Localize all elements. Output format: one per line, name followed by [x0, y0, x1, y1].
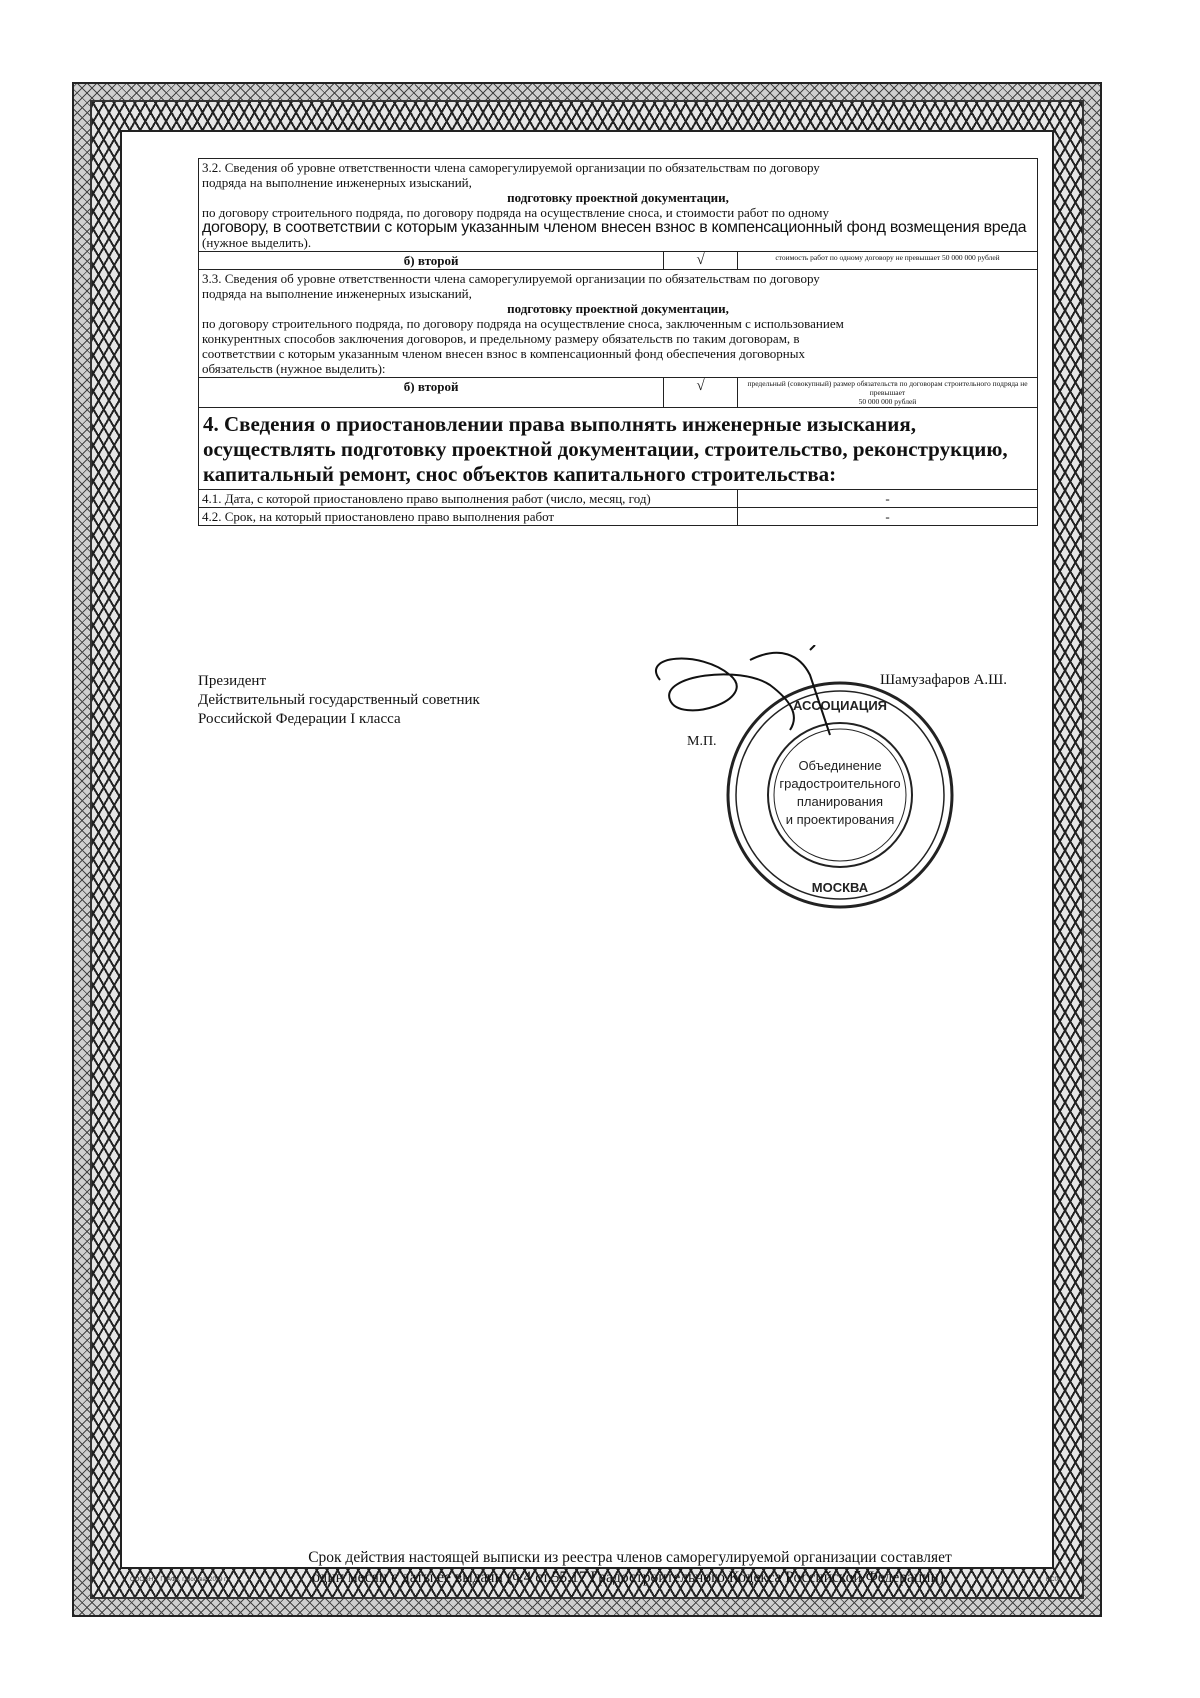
handwritten-signature [640, 645, 880, 765]
seal-ring-top-text: АССОЦИАЦИЯ [792, 698, 888, 713]
suspension-date-label: 4.1. Дата, с которой приостановлено право выполнения работ (число, месяц, год) [199, 490, 738, 508]
seal-center-line-2: градостроительного [779, 776, 901, 791]
validity-note: Срок действия настоящей выписки из реестра членов саморегулируемой организации составляет один месяц с даты ее выдачи (ч.4 ст.55.17 Градостроительного Кодекса Российской Федерации). [308, 1549, 952, 1586]
section-3-3-text: 3.3. Сведения об уровне ответственности члена саморегулируемой организации по обязательствам по договору подряда на выполнение инженерных изысканий, подготовку проектной документации, по договору строительного подряда, по договору подряда на осуществление сноса, заключенным с использованием конкурентных способов заключения договоров, и предельному размеру обязательств по таким договорам, в соответствии с которым указанным членом внесен взнос в компенсационный фонд обеспечения договорных обязательств (нужное выделить): [199, 270, 1038, 378]
section-3-3-level-description: предельный (совокупный) размер обязательств по договорам строительного подряда не превышает 50 000 000 рублей [738, 378, 1038, 408]
signatory-title: Президент Действительный государственный советник Российской Федерации I класса [198, 673, 480, 727]
suspension-period-label: 4.2. Срок, на который приостановлено право выполнения работ [199, 508, 738, 526]
suspension-period-value: - [738, 508, 1038, 526]
section-3-3-level: б) второй [199, 378, 664, 408]
section-3-3-checkmark: √ [664, 378, 738, 408]
registry-extract-table [198, 158, 1038, 526]
section-3-2-level: б) второй [199, 252, 664, 270]
section-4-heading: 4. Сведения о приостановлении права выполнять инженерные изыскания, осуществлять подготовку проектной документации, строительство, реконструкцию, капитальный ремонт, снос объектов капитального строительства: [199, 408, 1038, 490]
form-code: НС02 [1046, 1577, 1062, 1583]
section-3-2-text: 3.2. Сведения об уровне ответственности члена саморегулируемой организации по обязательствам по договору подряда на выполнение инженерных изысканий, подготовку проектной документации, по договору строительного подряда, по договору подряда на осуществление сноса, и стоимости работ по одному договору, в соответствии с которым указанным членом внесен взнос в компенсационный фонд возмещения вреда (нужное выделить). [199, 159, 1038, 252]
section-3-2-checkmark: √ [664, 252, 738, 270]
suspension-date-value: - [738, 490, 1038, 508]
signatory-name: Шамузафаров А.Ш. [880, 672, 1008, 688]
seal-center-line-1: Объединение [798, 758, 882, 773]
seal-ring-bottom-text: МОСКВА [811, 880, 869, 895]
seal-center-line-4: и проектирования [785, 812, 895, 827]
printer-imprint: ООО «Н Т ГРАФ», г.Москва, 2019 г. [130, 1577, 228, 1583]
section-3-2-level-description: стоимость работ по одному договору не превышает 50 000 000 рублей [738, 252, 1038, 270]
seal-place-mark: М.П. [687, 734, 717, 749]
seal-center-line-3: планирования [796, 794, 884, 809]
